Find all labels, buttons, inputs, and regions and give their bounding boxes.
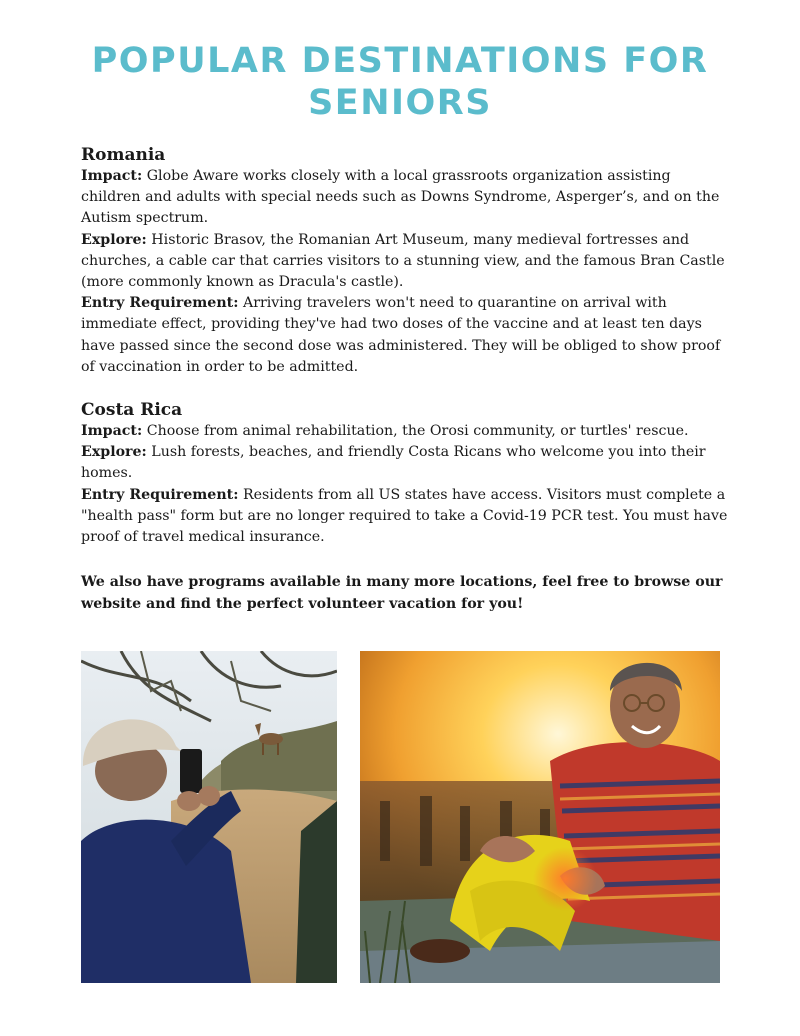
sunset-portrait-illustration bbox=[360, 651, 720, 983]
destination-name: Romania bbox=[81, 145, 166, 165]
explore-label: Explore: bbox=[81, 444, 147, 461]
safari-photo bbox=[81, 651, 337, 983]
entry-paragraph bbox=[81, 293, 731, 378]
impact-label: Impact: bbox=[81, 168, 143, 184]
impact-paragraph bbox=[81, 421, 731, 442]
destination-costa-rica bbox=[81, 399, 731, 548]
impact-text: Choose from animal rehabilitation, the Orosi community, or turtles' rescue. bbox=[142, 423, 689, 440]
entry-label: Entry Requirement: bbox=[81, 486, 239, 503]
impact-paragraph bbox=[81, 166, 731, 230]
impact-label: Impact: bbox=[81, 423, 143, 440]
destinations-content bbox=[81, 144, 731, 629]
safari-photo-illustration bbox=[81, 651, 337, 983]
closing-statement: We also have programs available in many more locations, feel free to browse our website and find the perfect volunteer vacation for you! bbox=[81, 574, 723, 612]
page-title: POPULAR DESTINATIONS FOR SENIORS bbox=[91, 41, 709, 123]
explore-text: Lush forests, beaches, and friendly Costa Ricans who welcome you into their homes. bbox=[81, 444, 706, 482]
explore-label: Explore: bbox=[81, 231, 147, 248]
destination-name: Costa Rica bbox=[81, 400, 183, 421]
entry-label: Entry Requirement: bbox=[81, 295, 239, 312]
explore-paragraph bbox=[81, 230, 731, 294]
entry-paragraph bbox=[81, 485, 731, 549]
destination-romania bbox=[81, 144, 731, 378]
impact-text: Globe Aware works closely with a local grassroots organization assisting children and adults with special needs such as Downs Syndrome, Asperger’s, and on the Autism spectrum. bbox=[81, 168, 720, 227]
entry-text: Arriving travelers won't need to quarantine on arrival with immediate effect, providing they've had two doses of the vaccine and at least ten days have passed since the second dose was administered. They will be obliged to show proof of vaccination in order to be admitted. bbox=[81, 295, 721, 375]
explore-text: Historic Brasov, the Romanian Art Museum, many medieval fortresses and churches, a cable car that carries visitors to a stunning view, and the famous Bran Castle (more commonly known as Dracula's castle). bbox=[81, 231, 725, 291]
explore-paragraph bbox=[81, 442, 731, 484]
entry-text: Residents from all US states have access. Visitors must complete a "health pass" form but are no longer required to take a Covid-19 PCR test. You must have proof of travel medical insurance. bbox=[81, 486, 728, 546]
sunset-portrait-photo bbox=[360, 651, 720, 983]
